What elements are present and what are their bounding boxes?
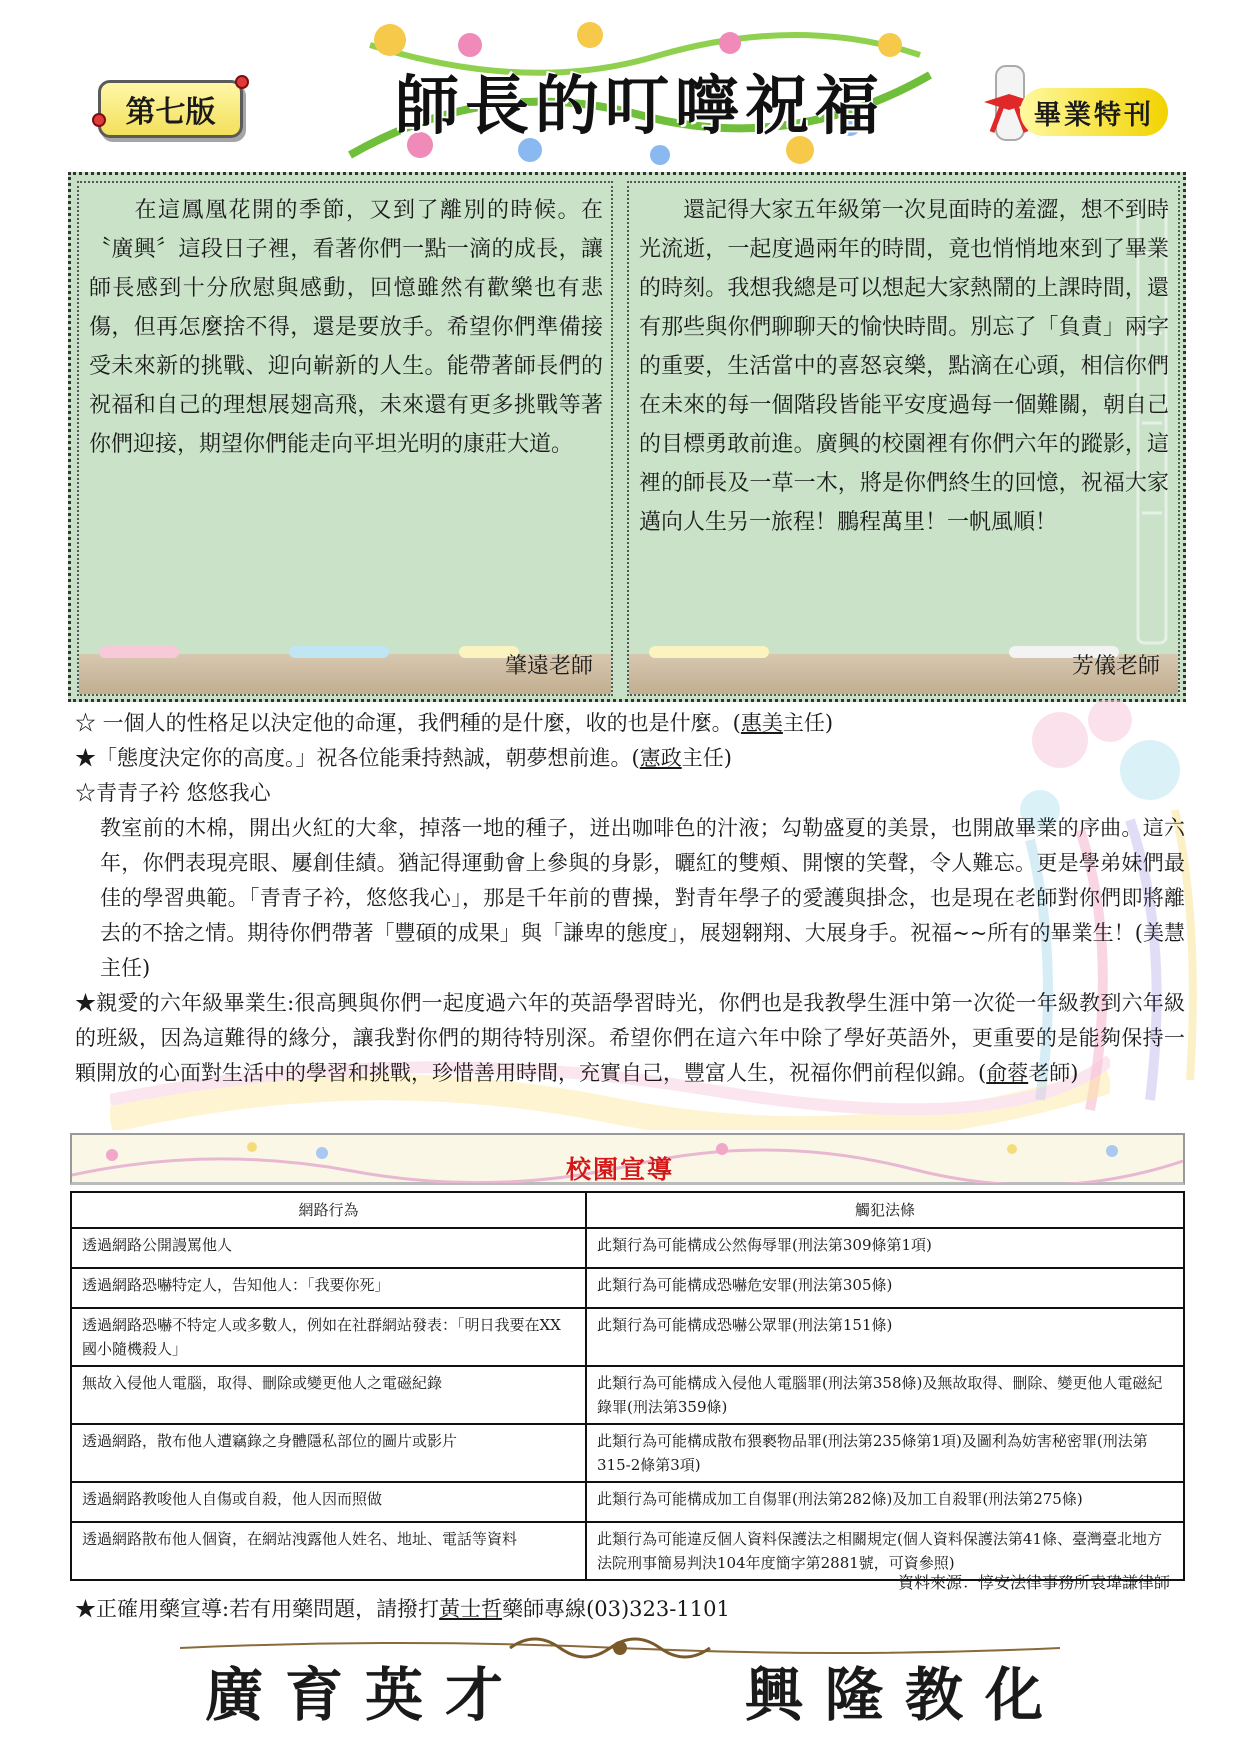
table-cell: 此類行為可能構成加工自傷罪(刑法第282條)及加工自殺罪(刑法第275條) bbox=[586, 1482, 1184, 1522]
table-row bbox=[71, 1308, 1184, 1366]
table-cell: 此類行為可能構成恐嚇危安罪(刑法第305條) bbox=[586, 1268, 1184, 1308]
letter-card bbox=[77, 181, 613, 696]
blessing-item: ★「態度決定你的高度。」祝各位能秉持熱誠，朝夢想前進。(憲政主任) bbox=[75, 746, 732, 770]
table-cell: 無故入侵他人電腦，取得、刪除或變更他人之電磁紀錄 bbox=[71, 1366, 586, 1424]
blessing-item: ★親愛的六年級畢業生:很高興與你們一起度過六年的英語學習時光，你們也是我教學生涯中第一次從一年級教到六年級的班級，因為這難得的緣分，讓我對你們的期待特別深。希望你們在這六年中除了學好英語外，更重要的是能夠保持一顆開放的心面對生活中的學習和挑戰，珍惜善用時間，充實自己，豐富人生，祝福你們前程似錦。(俞蓉老師) bbox=[75, 991, 1186, 1085]
director-name: 惠美 bbox=[740, 711, 783, 735]
letter-signature: 肇遠老師 bbox=[504, 654, 593, 679]
table-cell: 此類行為可能構成散布猥褻物品罪(刑法第235條第1項)及圖利為妨害秘密罪(刑法第315-2條第3項) bbox=[586, 1424, 1184, 1482]
table-row bbox=[71, 1424, 1184, 1482]
badge-dot-icon bbox=[92, 113, 106, 127]
table-cell: 透過網路，散布他人遭竊錄之身體隱私部位的圖片或影片 bbox=[71, 1424, 586, 1482]
table-cell: 透過網路散布他人個資，在網站洩露他人姓名、地址、電話等資料 bbox=[71, 1522, 586, 1580]
column-header: 觸犯法條 bbox=[586, 1192, 1184, 1228]
table-cell: 透過網路公開謾罵他人 bbox=[71, 1228, 586, 1268]
table-cell: 透過網路恐嚇不特定人或多數人，例如在社群網站發表：「明日我要在XX國小隨機殺人」 bbox=[71, 1308, 586, 1366]
letter-text: 還記得大家五年級第一次見面時的羞澀，想不到時光流逝，一起度過兩年的時間，竟也悄悄地來到了畢業的時刻。我想我總是可以想起大家熱鬧的上課時間，還有那些與你們聊聊天的愉快時間。別忘了「負責」兩字的重要，生活當中的喜怒哀樂，點滴在心頭，相信你們在未來的每一個階段皆能平安度過每一個難關，朝自己的目標勇敢前進。廣興的校園裡有你們六年的蹤影，這裡的師長及一草一木，將是你們終生的回憶，祝福大家邁向人生另一旅程！鵬程萬里！一帆風順！ bbox=[639, 198, 1169, 535]
table-cell: 透過網路教唆他人自傷或自殺，他人因而照做 bbox=[71, 1482, 586, 1522]
table-cell: 此類行為可能構成恐嚇公眾罪(刑法第151條) bbox=[586, 1308, 1184, 1366]
footer-slogan-left: 廣育英才 bbox=[205, 1661, 526, 1729]
version-badge bbox=[98, 80, 243, 138]
blessing-item: ☆ 一個人的性格足以決定他的命運，我們種的是什麼，收的也是什麼。(惠美主任) bbox=[75, 711, 834, 735]
blessing-messages bbox=[75, 706, 1185, 1091]
letter-card bbox=[627, 181, 1180, 696]
letter-signature: 芳儀老師 bbox=[1071, 654, 1160, 679]
teacher-letters bbox=[68, 172, 1186, 702]
version-label: 第七版 bbox=[125, 95, 216, 130]
drug-safety-notice: ★正確用藥宣導:若有用藥問題，請撥打黃士哲藥師專線(03)323-1101 bbox=[75, 1597, 730, 1621]
letter-text: 在這鳳凰花開的季節，又到了離別的時候。在〝廣興〞這段日子裡，看著你們一點一滴的成長，讓師長感到十分欣慰與感動，回憶雖然有歡樂也有悲傷，但再怎麼捨不得，還是要放手。希望你們準備接受未來新的挑戰、迎向嶄新的人生。能帶著師長們的祝福和自己的理想展翅高飛，未來還有更多挑戰等著你們迎接，期望你們能走向平坦光明的康莊大道。 bbox=[89, 198, 603, 457]
table-row bbox=[71, 1228, 1184, 1268]
blessing-heading: ☆青青子衿 悠悠我心 bbox=[75, 781, 271, 805]
table-cell: 此類行為可能構成公然侮辱罪(刑法第309條第1項) bbox=[586, 1228, 1184, 1268]
page-header bbox=[0, 0, 1240, 165]
column-header: 網路行為 bbox=[71, 1192, 586, 1228]
table-row bbox=[71, 1366, 1184, 1424]
data-source-note: 資料來源：惇安法律事務所袁瑋謙律師 bbox=[897, 1573, 1170, 1592]
cyber-law-table bbox=[70, 1191, 1185, 1581]
badge-dot-icon bbox=[235, 75, 249, 89]
blessing-paragraph: 教室前的木棉，開出火紅的大傘，掉落一地的種子，迸出咖啡色的汁液；勾勒盛夏的美景，也開啟畢業的序曲。這六年，你們表現亮眼、屢創佳績。猶記得運動會上參與的身影，曬紅的雙頰、開懷的笑聲，令人難忘。更是學弟妹們最佳的學習典範。「青青子衿，悠悠我心」，那是千年前的曹操，對青年學子的愛護與掛念，也是現在老師對你們即將離去的不捨之情。期待你們帶著「豐碩的成果」與「謙卑的態度」，展翅翱翔、大展身手。祝福~~所有的畢業生！(美慧主任) bbox=[100, 816, 1185, 980]
table-cell: 此類行為可能違反個人資料保護法之相關規定(個人資料保護法第41條、臺灣臺北地方法院刑事簡易判決104年度簡字第2881號，可資參照) bbox=[586, 1522, 1184, 1580]
campus-section-title: 校園宣導 bbox=[565, 1155, 674, 1184]
table-cell: 此類行為可能構成入侵他人電腦罪(刑法第358條)及無故取得、刪除、變更他人電磁紀錄罪(刑法第359條) bbox=[586, 1366, 1184, 1424]
special-edition-badge: 畢業特刊 bbox=[1020, 88, 1168, 136]
teacher-name: 俞蓉 bbox=[986, 1061, 1029, 1085]
page-title: 師長的叮嚀祝福 bbox=[395, 69, 885, 144]
table-row bbox=[71, 1268, 1184, 1308]
footer-slogan-right: 興隆教化 bbox=[745, 1661, 1066, 1729]
table-row bbox=[71, 1482, 1184, 1522]
pharmacist-name: 黃士哲 bbox=[439, 1597, 503, 1621]
table-cell: 透過網路恐嚇特定人，告知他人：「我要你死」 bbox=[71, 1268, 586, 1308]
table-header-row bbox=[71, 1192, 1184, 1228]
director-name: 憲政 bbox=[639, 746, 682, 770]
